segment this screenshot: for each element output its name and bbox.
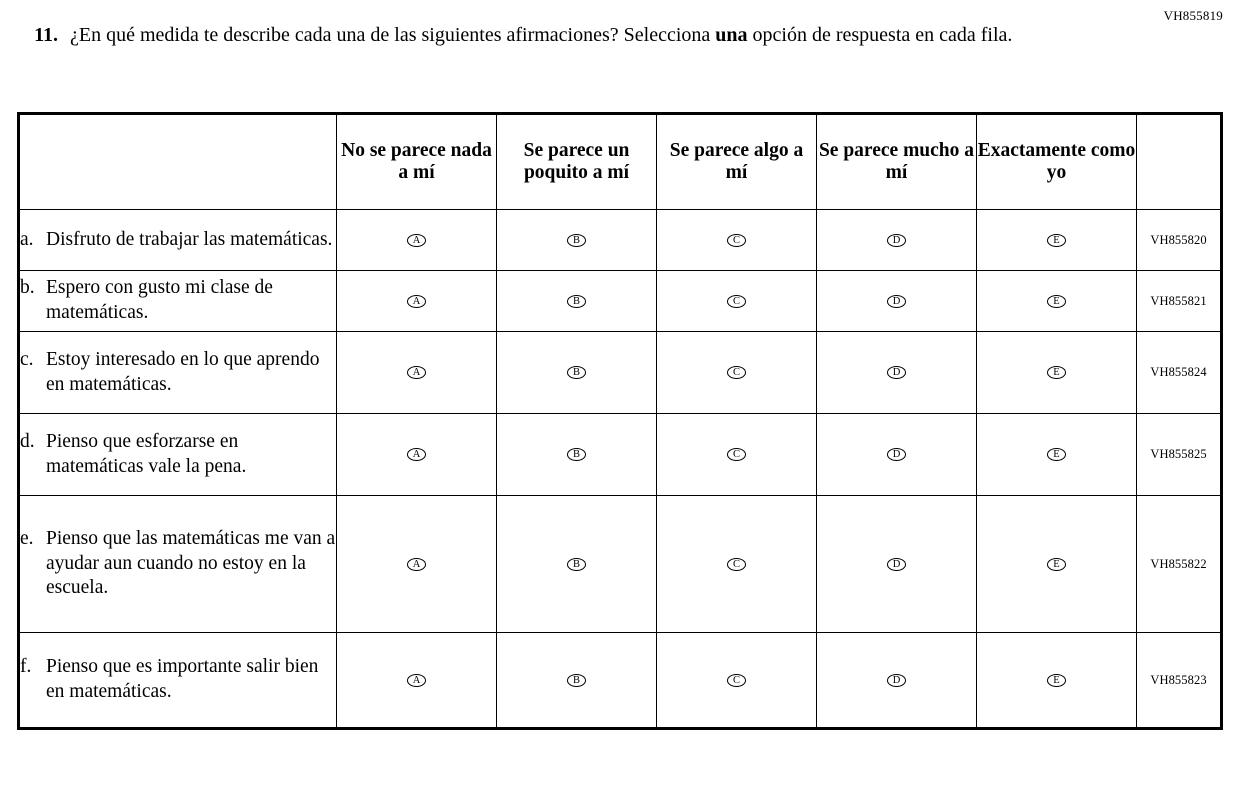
bubble-e-C[interactable]: C [727, 558, 746, 571]
bubble-b-D[interactable]: D [887, 295, 906, 308]
row-letter-d: d. [20, 430, 35, 452]
table-row [19, 496, 1222, 633]
bubble-d-C[interactable]: C [727, 448, 746, 461]
option-e-4[interactable] [817, 496, 977, 633]
row-stem-b [19, 271, 337, 332]
row-letter-a: a. [20, 228, 34, 250]
bubble-b-E[interactable]: E [1047, 295, 1066, 308]
bubble-b-A[interactable]: A [407, 295, 426, 308]
bubble-f-B[interactable]: B [567, 674, 586, 687]
table-row [19, 414, 1222, 496]
row-code-e: VH855822 [1137, 496, 1222, 633]
question-text-part-2: opción de respuesta en cada fila. [747, 24, 1013, 46]
row-code-c: VH855824 [1137, 332, 1222, 414]
bubble-a-D[interactable]: D [887, 234, 906, 247]
item-code-top: VH855819 [1163, 8, 1223, 23]
response-matrix-table [17, 112, 1223, 730]
option-a-5[interactable] [977, 210, 1137, 271]
row-code-a: VH855820 [1137, 210, 1222, 271]
bubble-a-B[interactable]: B [567, 234, 586, 247]
option-d-1[interactable] [337, 414, 497, 496]
row-letter-f: f. [20, 656, 32, 678]
row-letter-b: b. [20, 277, 35, 299]
option-a-1[interactable] [337, 210, 497, 271]
option-d-3[interactable] [657, 414, 817, 496]
bubble-d-A[interactable]: A [407, 448, 426, 461]
option-c-2[interactable] [497, 332, 657, 414]
option-f-3[interactable] [657, 633, 817, 729]
question-text [70, 22, 1012, 49]
bubble-e-E[interactable]: E [1047, 558, 1066, 571]
row-stem-e [19, 496, 337, 633]
question-text-part-1: ¿En qué medida te describe cada una de las siguientes afirmaciones? Selecciona [70, 24, 716, 46]
bubble-c-A[interactable]: A [407, 366, 426, 379]
row-text-e: Pienso que las matemáticas me van a ayudar aun cuando no estoy en la escuela. [46, 527, 336, 599]
option-d-2[interactable] [497, 414, 657, 496]
option-b-1[interactable] [337, 271, 497, 332]
option-f-2[interactable] [497, 633, 657, 729]
bubble-f-A[interactable]: A [407, 674, 426, 687]
header-code-blank [1137, 114, 1222, 210]
option-f-4[interactable] [817, 633, 977, 729]
option-f-5[interactable] [977, 633, 1137, 729]
option-d-4[interactable] [817, 414, 977, 496]
row-text-a: Disfruto de trabajar las matemáticas. [46, 228, 333, 250]
bubble-f-E[interactable]: E [1047, 674, 1066, 687]
row-text-d: Pienso que esforzarse en matemáticas vale la pena. [46, 430, 247, 477]
option-b-4[interactable] [817, 271, 977, 332]
row-text-f: Pienso que es importante salir bien en matemáticas. [46, 656, 319, 702]
option-b-5[interactable] [977, 271, 1137, 332]
option-a-4[interactable] [817, 210, 977, 271]
header-stem-blank [19, 114, 337, 210]
table-row [19, 332, 1222, 414]
option-b-2[interactable] [497, 271, 657, 332]
bubble-a-C[interactable]: C [727, 234, 746, 247]
option-c-5[interactable] [977, 332, 1137, 414]
option-a-2[interactable] [497, 210, 657, 271]
bubble-d-B[interactable]: B [567, 448, 586, 461]
bubble-d-E[interactable]: E [1047, 448, 1066, 461]
bubble-e-D[interactable]: D [887, 558, 906, 571]
row-letter-e: e. [20, 527, 34, 549]
bubble-a-E[interactable]: E [1047, 234, 1066, 247]
header-option-2: Se parece un poquito a mí [497, 114, 657, 210]
header-option-3: Se parece algo a mí [657, 114, 817, 210]
question-text-bold: una [715, 24, 748, 46]
row-letter-c: c. [20, 348, 34, 370]
table-row [19, 633, 1222, 729]
option-e-2[interactable] [497, 496, 657, 633]
row-text-c: Estoy interesado en lo que aprendo en matemáticas. [46, 348, 320, 395]
bubble-c-B[interactable]: B [567, 366, 586, 379]
bubble-a-A[interactable]: A [407, 234, 426, 247]
option-e-3[interactable] [657, 496, 817, 633]
row-text-b: Espero con gusto mi clase de matemáticas. [46, 277, 273, 323]
question-number: 11. [34, 24, 58, 46]
bubble-e-A[interactable]: A [407, 558, 426, 571]
bubble-b-C[interactable]: C [727, 295, 746, 308]
option-f-1[interactable] [337, 633, 497, 729]
question-block [24, 22, 1144, 49]
bubble-c-E[interactable]: E [1047, 366, 1066, 379]
option-b-3[interactable] [657, 271, 817, 332]
option-c-3[interactable] [657, 332, 817, 414]
bubble-c-D[interactable]: D [887, 366, 906, 379]
table-row [19, 271, 1222, 332]
row-code-f: VH855823 [1137, 633, 1222, 729]
table-row [19, 210, 1222, 271]
row-stem-d [19, 414, 337, 496]
bubble-c-C[interactable]: C [727, 366, 746, 379]
header-option-4: Se parece mucho a mí [817, 114, 977, 210]
bubble-e-B[interactable]: B [567, 558, 586, 571]
option-d-5[interactable] [977, 414, 1137, 496]
bubble-b-B[interactable]: B [567, 295, 586, 308]
row-stem-a [19, 210, 337, 271]
option-e-5[interactable] [977, 496, 1137, 633]
row-code-d: VH855825 [1137, 414, 1222, 496]
option-c-4[interactable] [817, 332, 977, 414]
header-option-1: No se parece nada a mí [337, 114, 497, 210]
bubble-d-D[interactable]: D [887, 448, 906, 461]
option-a-3[interactable] [657, 210, 817, 271]
option-e-1[interactable] [337, 496, 497, 633]
row-code-b: VH855821 [1137, 271, 1222, 332]
table-header-row [19, 114, 1222, 210]
row-stem-f [19, 633, 337, 729]
row-stem-c [19, 332, 337, 414]
option-c-1[interactable] [337, 332, 497, 414]
bubble-f-C[interactable]: C [727, 674, 746, 687]
header-option-5: Exactamente como yo [977, 114, 1137, 210]
bubble-f-D[interactable]: D [887, 674, 906, 687]
